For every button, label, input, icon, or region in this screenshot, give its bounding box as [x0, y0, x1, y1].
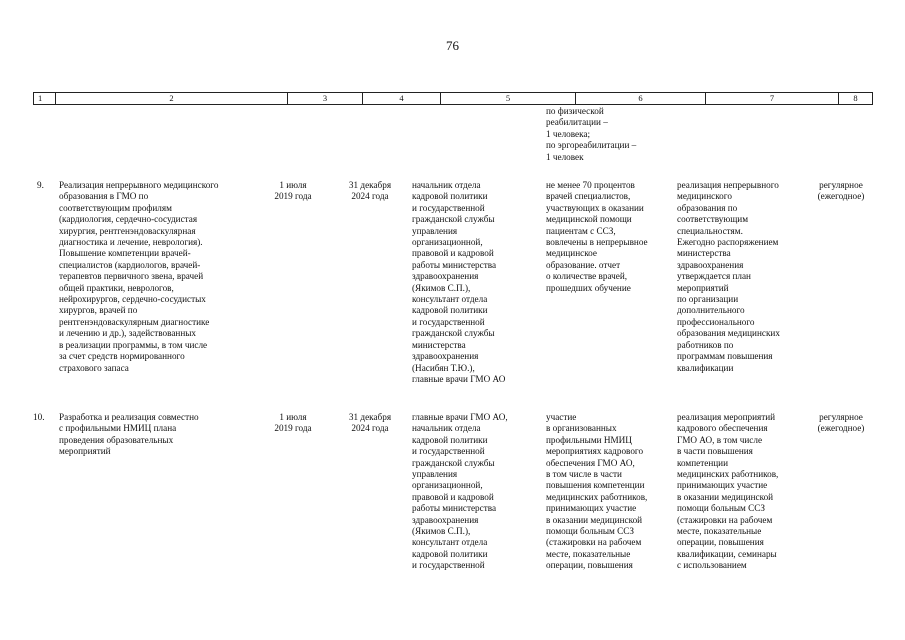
row-9-result: не менее 70 процентов врачей специалистов, участвующих в оказании медицинской помощи пациентам с ССЗ, вовлечены в непрерывное медицинское образование. отчет о количестве врачей, прошедших обучение	[546, 180, 648, 293]
row-9-end: 31 декабря 2024 года	[348, 180, 392, 202]
row-9-control: реализация непрерывного медицинского образования по соответствующим специальностям. Ежегодно распоряжением министерства здравоохранения утверждается план мероприятий по организации дополнительного профессионального образования медицинских работников по программам повышения квалификации	[677, 180, 780, 373]
header-col-4: 4	[363, 93, 441, 104]
table-header	[33, 92, 873, 105]
header-col-7: 7	[706, 93, 839, 104]
row-10-responsible: главные врачи ГМО АО, начальник отдела кадровой политики и государственной гражданской службы управления организационной, правовой и кадровой работы министерства здравоохранения (Якимов С.П.), консультант отдела кадровой политики и государственной	[412, 412, 508, 571]
row-9-task: Реализация непрерывного медицинского образования в ГМО по соответствующим профилям (кардиология, сердечно-сосудистая хирургия, рентгенэндоваскулярная диагностика и лечение, неврология). Повышение компетенции врачей- специалистов (кардиологов, врачей- терапевтов первичного звена, врачей общей практики, неврологов, нейрохирургов, сердечно-сосудистых хирургов, врачей по рентгенэндоваскулярным диагностике и лечению и др.), задействованных в реализации программы, в том числе за счет средств нормированного страхового запаса	[59, 180, 219, 373]
row-10-number: 10.	[33, 412, 45, 422]
row-10-task: Разработка и реализация совместно с профильными НМИЦ плана проведения образовательных мероприятий	[59, 412, 199, 457]
row-9-responsible: начальник отдела кадровой политики и государственной гражданской службы управления организационной, правовой и кадровой работы министерства здравоохранения (Якимов С.П.), консультант отдела кадровой политики и государственной гражданской службы министерства здравоохранения (Насибян Т.Ю.), главные врачи ГМО АО	[412, 180, 506, 384]
header-col-6: 6	[576, 93, 706, 104]
row-9-number: 9.	[37, 180, 44, 190]
header-col-1: 1	[34, 93, 56, 104]
row-10-frequency: регулярное (ежегодное)	[817, 412, 865, 434]
row-9-start: 1 июля 2019 года	[274, 180, 312, 202]
row-9-frequency: регулярное (ежегодное)	[817, 180, 865, 202]
header-col-8: 8	[853, 93, 858, 103]
header-col-3: 3	[288, 93, 363, 104]
header-col-2: 2	[56, 93, 288, 104]
row-10-result: участие в организованных профильными НМИЦ мероприятиях кадрового обеспечения ГМО АО, в том числе в части повышения компетенции медицинских работников, принимающих участие в оказании медицинской помощи больным ССЗ (стажировки на рабочем месте, показательные операции, повышения	[546, 412, 648, 571]
row-10-end: 31 декабря 2024 года	[348, 412, 392, 434]
page-number: 76	[446, 38, 459, 53]
continuation-result: по физической реабилитации – 1 человека; по эргореабилитации – 1 человек	[546, 106, 637, 162]
row-10-control: реализация мероприятий кадрового обеспечения ГМО АО, в том числе в части повышения компетенции медицинских работников, принимающих участие в оказании медицинской помощи больным ССЗ (стажировки на рабочем месте, показательные операции, повышения квалификации, семинары с использованием	[677, 412, 779, 571]
row-10-start: 1 июля 2019 года	[274, 412, 312, 434]
header-col-5: 5	[441, 93, 576, 104]
